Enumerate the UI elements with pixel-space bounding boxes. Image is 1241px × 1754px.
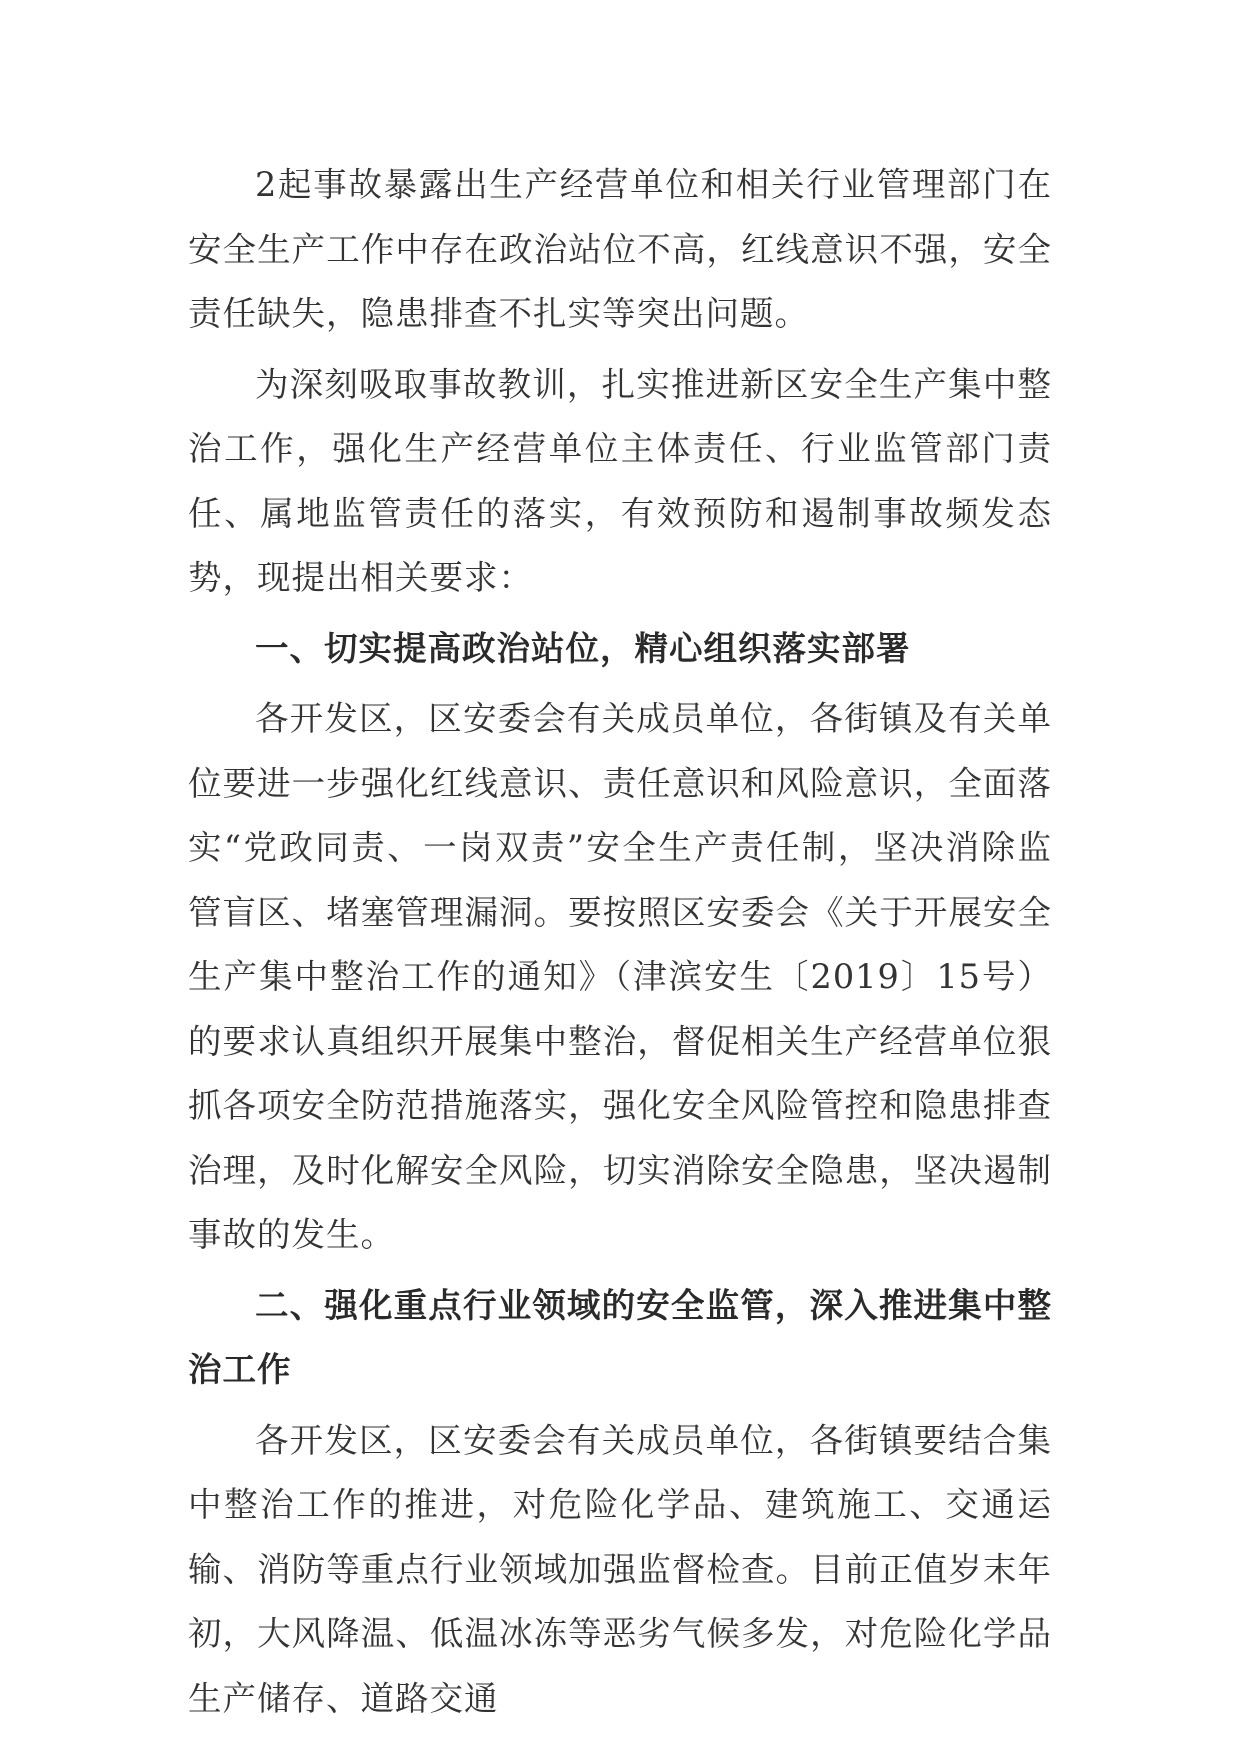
paragraph-issues: 2起事故暴露出生产经营单位和相关行业管理部门在安全生产工作中存在政治站位不高，红线意识不强，安全责任缺失，隐患排查不扎实等突出问题。 — [188, 165, 1052, 333]
paragraph-requirements-intro: 为深刻吸取事故教训，扎实推进新区安全生产集中整治工作，强化生产经营单位主体责任、行业监管部门责任、属地监管责任的落实，有效预防和遏制事故频发态势，现提出相关要求： — [188, 364, 1052, 597]
paragraph-section-1: 各开发区，区安委会有关成员单位，各街镇及有关单位要进一步强化红线意识、责任意识和风险意识，全面落实“党政同责、一岗双责”安全生产责任制，坚决消除监管盲区、堵塞管理漏洞。要按照区安委会《关于开展安全生产集中整治工作的通知》（津滨安生〔2019〕15号）的要求认真组织开展集中整治，督促相关生产经营单位狠抓各项安全防范措施落实，强化安全风险管控和隐患排查治理，及时化解安全风险，切实消除安全隐患，坚决遏制事故的发生。 — [188, 699, 1052, 1254]
paragraph-section-2: 各开发区，区安委会有关成员单位，各街镇要结合集中整治工作的推进，对危险化学品、建筑施工、交通运输、消防等重点行业领域加强监督检查。目前正值岁末年初，大风降温、低温冰冻等恶劣气候多发，对危险化学品生产储存、道路交通 — [188, 1420, 1052, 1718]
section-heading-2: 二、强化重点行业领域的安全监管，深入推进集中整治工作 — [188, 1285, 1052, 1389]
section-heading-1: 一、切实提高政治站位，精心组织落实部署 — [255, 628, 911, 668]
document-page — [188, 153, 1052, 1731]
